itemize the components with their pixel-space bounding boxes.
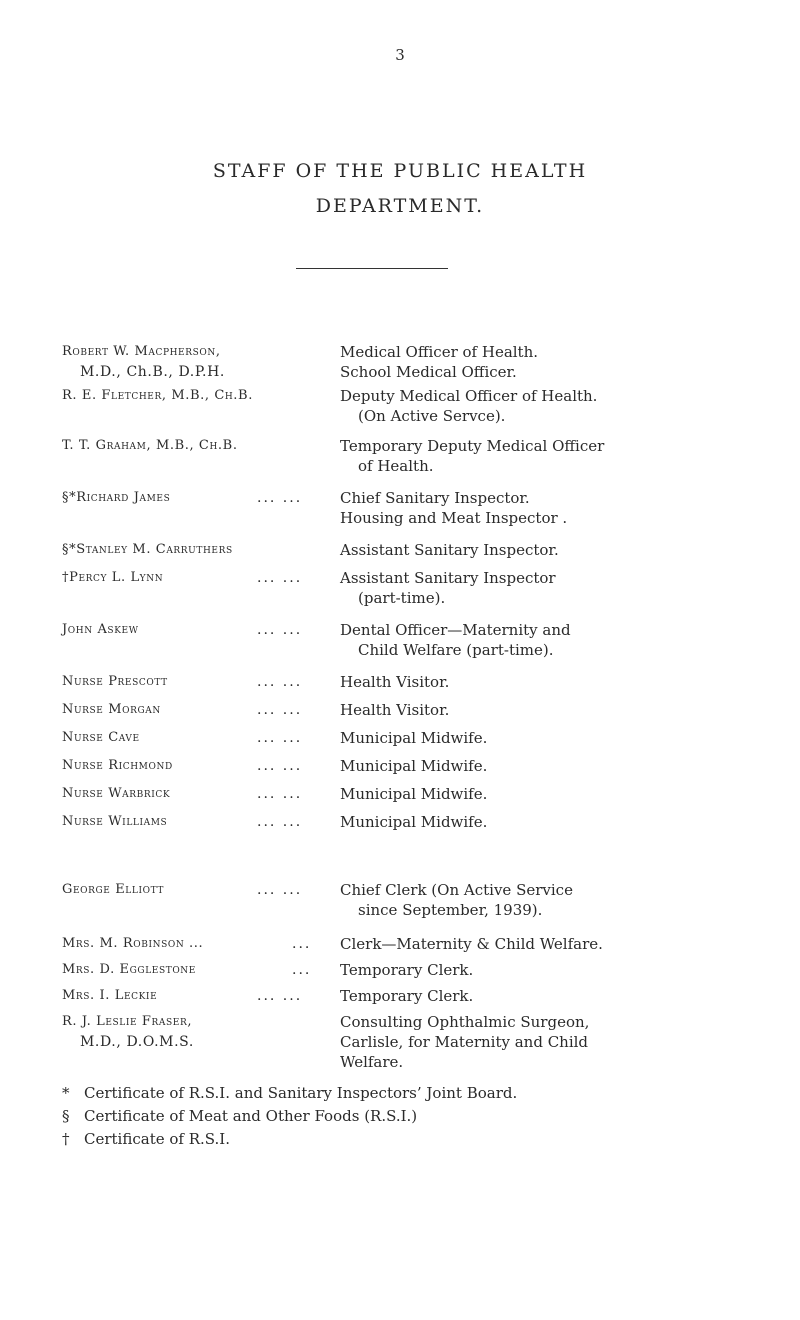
staff-name: Nurse Prescott bbox=[62, 674, 168, 689]
footnote-text: Certificate of Meat and Other Foods (R.S.I.) bbox=[84, 1107, 418, 1125]
page-title: STAFF OF THE PUBLIC HEALTH bbox=[212, 160, 588, 182]
staff-role: Deputy Medical Officer of Health. (On Active Servce). bbox=[340, 387, 598, 425]
staff-role: Temporary Clerk. bbox=[340, 961, 474, 979]
staff-name: George Elliott bbox=[62, 882, 164, 897]
staff-name: John Askew bbox=[62, 622, 139, 637]
staff-role: Health Visitor. bbox=[340, 701, 450, 719]
staff-entry bbox=[0, 620, 800, 680]
staff-role: Temporary Clerk. bbox=[340, 987, 474, 1005]
staff-name: Nurse Cave bbox=[62, 730, 140, 745]
leader-dots: ... ... bbox=[257, 988, 303, 1004]
title-divider bbox=[296, 268, 448, 269]
staff-name: †Percy L. Lynn bbox=[62, 570, 164, 585]
footnote-mark: † bbox=[62, 1130, 70, 1148]
staff-role: Dental Officer—Maternity and Child Welfare (part-time). bbox=[340, 621, 571, 659]
footnote-text: Certificate of R.S.I. and Sanitary Inspectors’ Joint Board. bbox=[84, 1084, 518, 1102]
staff-role: Consulting Ophthalmic Surgeon, Carlisle, for Maternity and Child Welfare. bbox=[340, 1013, 590, 1071]
leader-dots: ... ... bbox=[257, 786, 303, 802]
staff-entry bbox=[0, 436, 800, 496]
footnote-text: Certificate of R.S.I. bbox=[84, 1130, 230, 1148]
footnote bbox=[62, 1128, 782, 1151]
staff-name: R. J. Leslie Fraser, M.D., D.O.M.S. bbox=[62, 1014, 194, 1050]
leader-dots: ... ... bbox=[257, 730, 303, 746]
staff-name: Nurse Williams bbox=[62, 814, 168, 829]
leader-dots: ... ... bbox=[257, 674, 303, 690]
staff-role: Assistant Sanitary Inspector (part-time). bbox=[340, 569, 556, 607]
staff-role: Municipal Midwife. bbox=[340, 757, 488, 775]
staff-role: Assistant Sanitary Inspector. bbox=[340, 541, 559, 559]
staff-name: Nurse Warbrick bbox=[62, 786, 171, 801]
staff-role: Health Visitor. bbox=[340, 673, 450, 691]
leader-dots: ... bbox=[292, 962, 312, 978]
staff-name: Robert W. Macpherson, M.D., Ch.B., D.P.H. bbox=[62, 344, 225, 380]
staff-role: Chief Sanitary Inspector. Housing and Meat Inspector . bbox=[340, 489, 568, 527]
staff-role: Clerk—Maternity & Child Welfare. bbox=[340, 935, 603, 953]
staff-entry bbox=[0, 880, 800, 940]
footnote-mark: * bbox=[62, 1084, 70, 1102]
staff-name: R. E. Fletcher, M.B., Ch.B. bbox=[62, 388, 253, 403]
staff-name: §*Stanley M. Carruthers bbox=[62, 542, 233, 557]
staff-entry bbox=[0, 488, 800, 548]
staff-role: Medical Officer of Health. School Medical Officer. bbox=[340, 343, 539, 381]
leader-dots: ... ... bbox=[257, 490, 303, 506]
staff-entry bbox=[0, 568, 800, 628]
staff-name: Mrs. D. Egglestone bbox=[62, 962, 196, 977]
staff-name: T. T. Graham, M.B., Ch.B. bbox=[62, 438, 238, 453]
footnote bbox=[62, 1082, 782, 1105]
staff-entry bbox=[0, 1012, 800, 1072]
staff-name: Mrs. M. Robinson ... bbox=[62, 936, 204, 951]
staff-role: Municipal Midwife. bbox=[340, 813, 488, 831]
footnote bbox=[62, 1105, 782, 1128]
staff-role: Chief Clerk (On Active Service since September, 1939). bbox=[340, 881, 573, 919]
leader-dots: ... ... bbox=[257, 570, 303, 586]
footnote-mark: § bbox=[62, 1107, 70, 1125]
staff-name: Nurse Richmond bbox=[62, 758, 173, 773]
staff-name: Nurse Morgan bbox=[62, 702, 161, 717]
leader-dots: ... ... bbox=[257, 882, 303, 898]
leader-dots: ... ... bbox=[257, 622, 303, 638]
staff-role: Temporary Deputy Medical Officer of Health. bbox=[340, 437, 605, 475]
leader-dots: ... ... bbox=[257, 814, 303, 830]
staff-name: Mrs. I. Leckie bbox=[62, 988, 158, 1003]
leader-dots: ... bbox=[292, 936, 312, 952]
staff-name: §*Richard James bbox=[62, 490, 171, 505]
page-title-continued: DEPARTMENT. bbox=[315, 195, 485, 217]
page-number: 3 bbox=[395, 46, 405, 64]
staff-role: Municipal Midwife. bbox=[340, 785, 488, 803]
leader-dots: ... ... bbox=[257, 758, 303, 774]
staff-role: Municipal Midwife. bbox=[340, 729, 488, 747]
leader-dots: ... ... bbox=[257, 702, 303, 718]
staff-entry bbox=[0, 812, 800, 872]
footnotes bbox=[62, 1082, 782, 1151]
